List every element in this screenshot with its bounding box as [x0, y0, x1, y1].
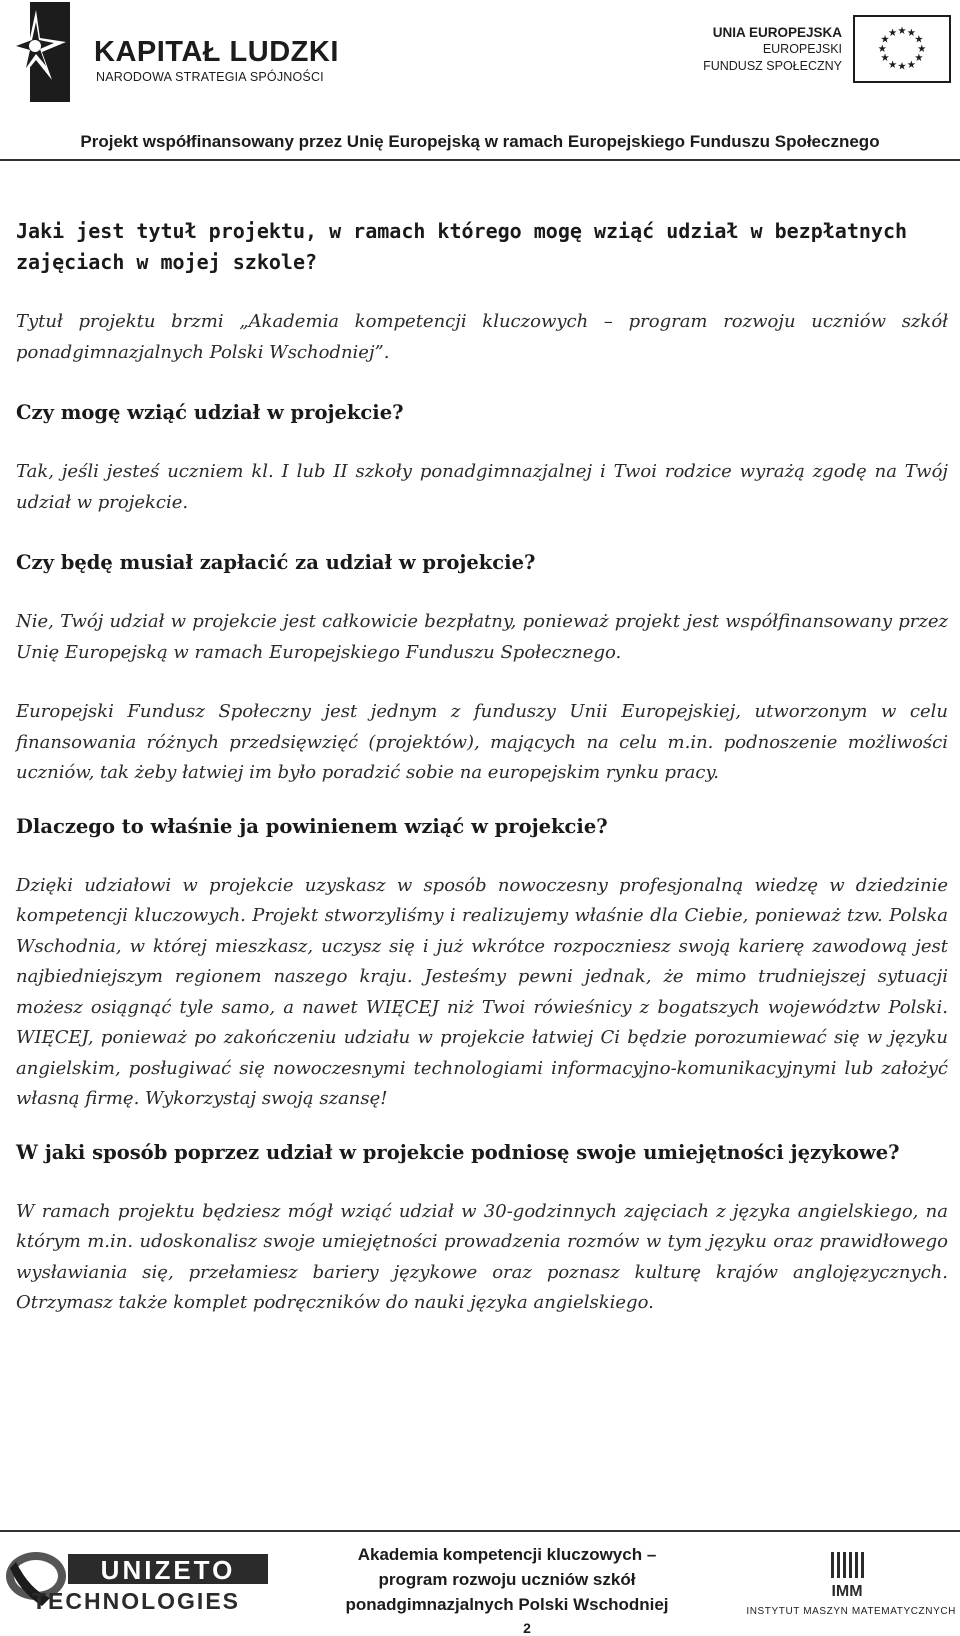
- svg-text:★: ★: [906, 26, 917, 39]
- answer-can-participate: Tak, jeśli jesteś uczniem kl. I lub II szkoły ponadgimnazjalnej i Twoi rodzice wyrażą zgodę na Twój udział w projekcie.: [16, 461, 948, 513]
- answer-payment: Nie, Twój udział w projekcie jest całkowicie bezpłatny, ponieważ projekt jest współfinansowany przez Unię Europejską w ramach Europejskiego Funduszu Społecznego.: [16, 611, 948, 663]
- unizeto-logo-icon: [2, 1540, 272, 1614]
- eu-label: [703, 24, 842, 75]
- eu-label-line2: EUROPEJSKI: [762, 42, 842, 56]
- question-project-title: Jaki jest tytuł projektu, w ramach którego mogę wziąć udział w bezpłatnych zajęciach w mojej szkole?: [16, 219, 908, 274]
- svg-text:★: ★: [877, 42, 887, 55]
- imm-label: IMM: [831, 1583, 863, 1600]
- svg-text:★: ★: [897, 60, 907, 73]
- page-number: 2: [523, 1620, 531, 1636]
- svg-text:★: ★: [917, 42, 927, 55]
- svg-text:★: ★: [906, 58, 917, 71]
- header-divider: [0, 159, 960, 161]
- svg-text:★: ★: [880, 33, 890, 46]
- question-can-participate: Czy mogę wziąć udział w projekcie?: [16, 401, 404, 424]
- page-header: [0, 0, 960, 165]
- question-language-skills: W jaki sposób poprzez udział w projekcie podniosę swoje umiejętności językowe?: [16, 1140, 900, 1164]
- kapital-ludzki-logo-icon: [2, 2, 72, 102]
- cofinancing-caption: Projekt współfinansowany przez Unię Europejską w ramach Europejskiego Funduszu Społecznego: [80, 132, 880, 151]
- eu-label-line1: UNIA EUROPEJSKA: [712, 25, 842, 40]
- question-why-me: Dlaczego to właśnie ja powinienem wziąć w projekcie?: [16, 814, 608, 838]
- footer-line3: ponadgimnazjalnych Polski Wschodniej: [345, 1595, 669, 1614]
- question-payment: Czy będę musiał zapłacić za udział w projekcie?: [16, 551, 536, 574]
- answer-efs: Europejski Fundusz Społeczny jest jednym z funduszy Unii Europejskiej, utworzonym w celu finansowania różnych przedsięwzięć (projektów), mających na celu m.in. podnoszenie możliwości uczniów, tak żeby łatwiej im było poradzić sobie na europejskim rynku pracy.: [16, 701, 948, 783]
- eu-label-line3: FUNDUSZ SPOŁECZNY: [703, 59, 842, 73]
- svg-text:★: ★: [914, 33, 924, 46]
- imm-logo-icon: [827, 1550, 867, 1602]
- svg-text:★: ★: [880, 52, 890, 65]
- svg-text:★: ★: [914, 52, 924, 65]
- footer-line1: Akademia kompetencji kluczowych –: [357, 1545, 657, 1564]
- footer-project-name: [332, 1542, 682, 1617]
- kapital-ludzki-title: KAPITAŁ LUDZKI: [94, 36, 339, 68]
- svg-text:★: ★: [887, 26, 898, 39]
- answer-language-skills: W ramach projektu będziesz mógł wziąć udział w 30-godzinnych zajęciach z języka angielskiego, na którym m.in. udoskonalisz swoje umiejętności prowadzenia rozmów w tym języku oraz prawidłowego wysławiania się, przełamiesz bariery językowe oraz poznasz kulturę krajów anglojęzycznych. Otrzymasz także komplet podręczników do nauki języka angielskiego.: [16, 1200, 948, 1313]
- answer-project-title: Tytuł projektu brzmi „Akademia kompetencji kluczowych – program rozwoju uczniów szkół ponadgimnazjalnych Polski Wschodniej”.: [16, 311, 948, 363]
- footer-line2: program rozwoju uczniów szkół: [378, 1570, 636, 1589]
- kapital-ludzki-subtitle: NARODOWA STRATEGIA SPÓJNOŚCI: [96, 70, 324, 84]
- eu-flag-icon: [853, 15, 951, 83]
- unizeto-name: UNIZETO: [100, 1555, 236, 1585]
- faq-content: [16, 216, 948, 1319]
- answer-why-me: Dzięki udziałowi w projekcie uzyskasz w sposób nowoczesny profesjonalną wiedzę w dziedzinie kompetencji kluczowych. Projekt stworzyliśmy i realizujemy właśnie dla Ciebie, ponieważ tzw. Polska Wschodnia, w której mieszkasz, uczysz się i już wkrótce rozpoczniesz swoją karierę zawodową jest najbiedniejszym regionem naszego kraju. Jesteśmy pewni jednak, że mimo trudniejszej sytuacji możesz osiągnąć tyle samo, a nawet WIĘCEJ niż Twoi rówieśnicy z bogatszych województw Polski. WIĘCEJ, ponieważ po zakończeniu udziału w projekcie łatwiej Ci będzie porozumiewać się w języku angielskim, posługiwać się nowoczesnymi technologiami informacyjno-komunikacyjnymi lub założyć własną firmę. Wykorzystaj swoją szansę!: [16, 874, 948, 1109]
- footer-divider: [0, 1530, 960, 1532]
- svg-text:★: ★: [887, 58, 898, 71]
- svg-text:★: ★: [897, 24, 907, 37]
- unizeto-technologies: TECHNOLOGIES: [31, 1588, 241, 1614]
- imm-institute-name: INSTYTUT MASZYN MATEMATYCZNYCH: [746, 1606, 956, 1617]
